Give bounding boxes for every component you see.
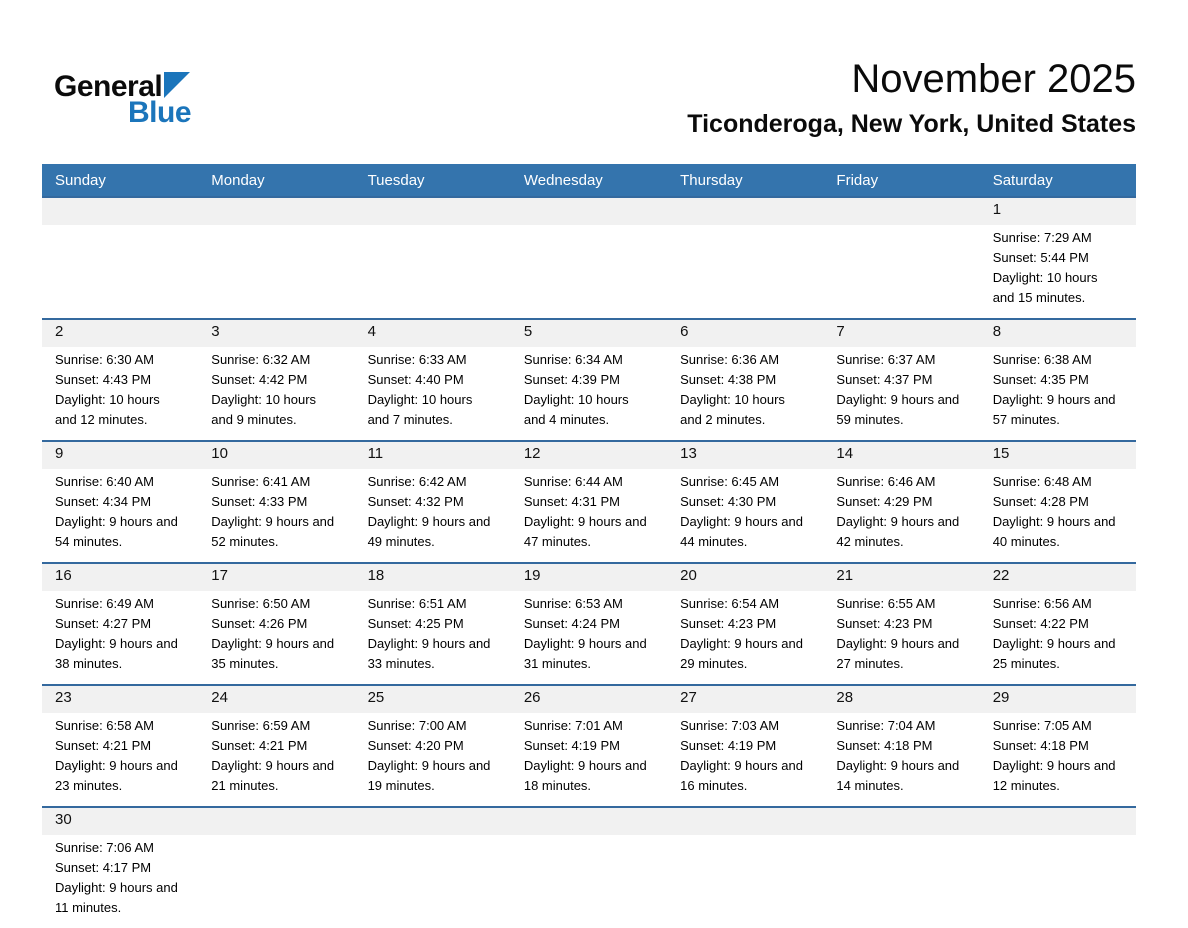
- week-row: [42, 441, 1136, 563]
- day-sunrise: Sunrise: 7:04 AM: [836, 718, 936, 733]
- day-daylight: Daylight: 9 hours and 42 minutes.: [836, 514, 960, 549]
- day-cell: [511, 563, 667, 685]
- day-sunrise: Sunrise: 6:50 AM: [211, 596, 311, 611]
- day-cell: [667, 685, 823, 807]
- day-info: [823, 591, 979, 684]
- day-info: [42, 713, 198, 806]
- week-row: [42, 197, 1136, 319]
- day-info: [355, 591, 511, 684]
- day-daylight: Daylight: 9 hours and 33 minutes.: [367, 636, 491, 671]
- day-info: [823, 835, 979, 924]
- day-number: [355, 198, 511, 225]
- day-info: [355, 713, 511, 806]
- day-sunset: Sunset: 4:26 PM: [211, 616, 308, 631]
- day-sunrise: Sunrise: 6:30 AM: [55, 352, 154, 367]
- day-cell: [980, 197, 1136, 319]
- logo-text-general: General: [54, 70, 163, 103]
- day-daylight: Daylight: 9 hours and 14 minutes.: [836, 758, 960, 793]
- empty-day-cell: [198, 197, 354, 319]
- day-cell: [511, 441, 667, 563]
- day-sunset: Sunset: 4:21 PM: [55, 738, 152, 753]
- day-daylight: Daylight: 9 hours and 47 minutes.: [523, 514, 647, 549]
- day-number: [511, 198, 667, 225]
- page-subtitle: Ticonderoga, New York, United States: [687, 110, 1136, 138]
- weekday-header: Sunday: [42, 164, 198, 197]
- empty-day-cell: [823, 807, 979, 928]
- day-cell: [355, 563, 511, 685]
- day-sunset: Sunset: 4:32 PM: [367, 494, 464, 509]
- day-info: [511, 469, 667, 562]
- weekday-header: Monday: [198, 164, 354, 197]
- day-cell: [42, 319, 198, 441]
- day-daylight: Daylight: 10 hours and 4 minutes.: [523, 392, 629, 427]
- day-daylight: Daylight: 10 hours and 2 minutes.: [680, 392, 785, 427]
- empty-day-cell: [980, 807, 1136, 928]
- week-row: [42, 807, 1136, 928]
- logo-text-blue: Blue: [128, 96, 192, 129]
- day-number: 19: [511, 564, 667, 591]
- day-cell: [198, 441, 354, 563]
- day-cell: [980, 685, 1136, 807]
- weekday-header: Wednesday: [511, 164, 667, 197]
- day-daylight: Daylight: 10 hours and 15 minutes.: [992, 270, 1098, 305]
- day-sunrise: Sunrise: 6:45 AM: [680, 474, 780, 489]
- day-cell: [980, 319, 1136, 441]
- day-number: 4: [355, 320, 511, 347]
- day-daylight: Daylight: 9 hours and 29 minutes.: [680, 636, 803, 671]
- day-info: [980, 591, 1136, 684]
- day-info: [42, 591, 198, 684]
- day-info: [198, 713, 354, 806]
- day-cell: [511, 319, 667, 441]
- day-number: [823, 198, 979, 225]
- day-sunset: Sunset: 4:39 PM: [523, 372, 620, 387]
- day-sunset: Sunset: 4:38 PM: [680, 372, 777, 387]
- day-sunset: Sunset: 4:19 PM: [680, 738, 777, 753]
- day-cell: [42, 807, 198, 928]
- day-sunrise: Sunrise: 6:40 AM: [55, 474, 154, 489]
- day-number: 15: [980, 442, 1136, 469]
- weekday-header: Saturday: [980, 164, 1136, 197]
- day-sunrise: Sunrise: 6:34 AM: [523, 352, 623, 367]
- day-number: 26: [511, 686, 667, 713]
- day-info: [511, 591, 667, 684]
- day-info: [42, 835, 198, 928]
- empty-day-cell: [511, 197, 667, 319]
- day-number: 20: [667, 564, 823, 591]
- day-number: 18: [355, 564, 511, 591]
- day-sunrise: Sunrise: 7:03 AM: [680, 718, 780, 733]
- day-daylight: Daylight: 9 hours and 19 minutes.: [367, 758, 491, 793]
- day-number: 14: [823, 442, 979, 469]
- day-cell: [42, 685, 198, 807]
- day-cell: [980, 441, 1136, 563]
- day-info: [823, 225, 979, 314]
- day-number: 23: [42, 686, 198, 713]
- day-info: [198, 469, 354, 562]
- day-sunset: Sunset: 4:34 PM: [55, 494, 152, 509]
- day-info: [667, 469, 823, 562]
- day-number: 8: [980, 320, 1136, 347]
- day-info: [355, 835, 511, 924]
- day-cell: [198, 563, 354, 685]
- day-daylight: Daylight: 10 hours and 9 minutes.: [211, 392, 317, 427]
- day-daylight: Daylight: 9 hours and 44 minutes.: [680, 514, 803, 549]
- day-daylight: Daylight: 9 hours and 35 minutes.: [211, 636, 335, 671]
- day-sunrise: Sunrise: 6:42 AM: [367, 474, 467, 489]
- empty-day-cell: [823, 197, 979, 319]
- day-number: [355, 808, 511, 835]
- day-info: [42, 347, 198, 440]
- day-sunset: Sunset: 4:33 PM: [211, 494, 308, 509]
- day-daylight: Daylight: 10 hours and 12 minutes.: [55, 392, 160, 427]
- day-number: 9: [42, 442, 198, 469]
- day-sunrise: Sunrise: 6:56 AM: [992, 596, 1092, 611]
- day-sunrise: Sunrise: 7:29 AM: [992, 230, 1092, 245]
- day-sunrise: Sunrise: 6:41 AM: [211, 474, 311, 489]
- day-sunset: Sunset: 4:42 PM: [211, 372, 308, 387]
- day-info: [980, 713, 1136, 806]
- day-info: [823, 469, 979, 562]
- title-block: [687, 56, 1136, 140]
- day-sunset: Sunset: 4:35 PM: [992, 372, 1089, 387]
- day-sunset: Sunset: 4:18 PM: [992, 738, 1089, 753]
- day-sunrise: Sunrise: 6:38 AM: [992, 352, 1092, 367]
- day-daylight: Daylight: 9 hours and 49 minutes.: [367, 514, 491, 549]
- day-info: [511, 225, 667, 314]
- day-cell: [198, 685, 354, 807]
- day-cell: [823, 563, 979, 685]
- day-info: [667, 835, 823, 924]
- calendar-table: [42, 164, 1136, 928]
- day-number: [198, 198, 354, 225]
- day-number: 27: [667, 686, 823, 713]
- day-sunrise: Sunrise: 6:54 AM: [680, 596, 780, 611]
- day-number: 2: [42, 320, 198, 347]
- day-sunset: Sunset: 4:40 PM: [367, 372, 464, 387]
- day-sunset: Sunset: 5:44 PM: [992, 250, 1089, 265]
- day-cell: [667, 563, 823, 685]
- day-sunrise: Sunrise: 6:48 AM: [992, 474, 1092, 489]
- week-row: [42, 685, 1136, 807]
- day-sunset: Sunset: 4:30 PM: [680, 494, 777, 509]
- day-sunset: Sunset: 4:17 PM: [55, 860, 152, 875]
- day-sunset: Sunset: 4:31 PM: [523, 494, 620, 509]
- general-blue-logo: [54, 72, 191, 127]
- day-sunset: Sunset: 4:20 PM: [367, 738, 464, 753]
- day-number: 29: [980, 686, 1136, 713]
- day-sunrise: Sunrise: 6:59 AM: [211, 718, 311, 733]
- day-sunset: Sunset: 4:22 PM: [992, 616, 1089, 631]
- day-daylight: Daylight: 9 hours and 18 minutes.: [523, 758, 647, 793]
- day-number: 16: [42, 564, 198, 591]
- day-info: [198, 225, 354, 314]
- weekday-header: Thursday: [667, 164, 823, 197]
- calendar-body: [42, 197, 1136, 928]
- day-cell: [980, 563, 1136, 685]
- day-number: 12: [511, 442, 667, 469]
- empty-day-cell: [42, 197, 198, 319]
- day-info: [667, 591, 823, 684]
- empty-day-cell: [198, 807, 354, 928]
- day-daylight: Daylight: 9 hours and 12 minutes.: [992, 758, 1116, 793]
- day-number: 24: [198, 686, 354, 713]
- day-daylight: Daylight: 9 hours and 16 minutes.: [680, 758, 803, 793]
- day-info: [198, 347, 354, 440]
- empty-day-cell: [667, 197, 823, 319]
- day-sunset: Sunset: 4:18 PM: [836, 738, 933, 753]
- day-sunset: Sunset: 4:27 PM: [55, 616, 152, 631]
- day-cell: [823, 441, 979, 563]
- day-number: [42, 198, 198, 225]
- day-sunrise: Sunrise: 6:55 AM: [836, 596, 936, 611]
- day-cell: [198, 319, 354, 441]
- day-daylight: Daylight: 9 hours and 40 minutes.: [992, 514, 1116, 549]
- day-cell: [667, 319, 823, 441]
- page-title: November 2025: [851, 57, 1136, 101]
- day-daylight: Daylight: 9 hours and 23 minutes.: [55, 758, 178, 793]
- day-number: 7: [823, 320, 979, 347]
- day-info: [511, 347, 667, 440]
- day-daylight: Daylight: 9 hours and 38 minutes.: [55, 636, 178, 671]
- day-info: [355, 225, 511, 314]
- day-sunset: Sunset: 4:25 PM: [367, 616, 464, 631]
- day-number: 22: [980, 564, 1136, 591]
- day-number: 3: [198, 320, 354, 347]
- day-info: [42, 469, 198, 562]
- day-number: 6: [667, 320, 823, 347]
- day-info: [511, 713, 667, 806]
- day-number: 30: [42, 808, 198, 835]
- day-sunset: Sunset: 4:43 PM: [55, 372, 152, 387]
- day-daylight: Daylight: 10 hours and 7 minutes.: [367, 392, 473, 427]
- day-sunset: Sunset: 4:19 PM: [523, 738, 620, 753]
- empty-day-cell: [355, 807, 511, 928]
- day-cell: [823, 319, 979, 441]
- day-sunrise: Sunrise: 6:51 AM: [367, 596, 467, 611]
- day-info: [823, 713, 979, 806]
- day-number: 21: [823, 564, 979, 591]
- week-row: [42, 563, 1136, 685]
- day-sunrise: Sunrise: 7:06 AM: [55, 840, 154, 855]
- day-cell: [42, 441, 198, 563]
- day-daylight: Daylight: 9 hours and 27 minutes.: [836, 636, 960, 671]
- day-cell: [823, 685, 979, 807]
- weekday-row: [42, 164, 1136, 197]
- day-number: [511, 808, 667, 835]
- day-sunset: Sunset: 4:29 PM: [836, 494, 933, 509]
- day-info: [355, 347, 511, 440]
- day-info: [198, 591, 354, 684]
- day-sunrise: Sunrise: 6:33 AM: [367, 352, 467, 367]
- page-header: [0, 0, 1188, 140]
- day-number: 10: [198, 442, 354, 469]
- day-daylight: Daylight: 9 hours and 21 minutes.: [211, 758, 335, 793]
- day-info: [667, 225, 823, 314]
- day-info: [980, 835, 1136, 924]
- day-daylight: Daylight: 9 hours and 59 minutes.: [836, 392, 960, 427]
- day-cell: [355, 319, 511, 441]
- day-number: 5: [511, 320, 667, 347]
- day-number: 28: [823, 686, 979, 713]
- day-sunset: Sunset: 4:37 PM: [836, 372, 933, 387]
- day-sunrise: Sunrise: 7:00 AM: [367, 718, 467, 733]
- day-sunrise: Sunrise: 6:37 AM: [836, 352, 936, 367]
- day-daylight: Daylight: 9 hours and 25 minutes.: [992, 636, 1116, 671]
- day-info: [667, 347, 823, 440]
- empty-day-cell: [355, 197, 511, 319]
- day-number: [980, 808, 1136, 835]
- day-info: [511, 835, 667, 924]
- week-row: [42, 319, 1136, 441]
- day-info: [42, 225, 198, 314]
- day-daylight: Daylight: 9 hours and 57 minutes.: [992, 392, 1116, 427]
- day-sunset: Sunset: 4:24 PM: [523, 616, 620, 631]
- day-cell: [355, 441, 511, 563]
- day-sunrise: Sunrise: 6:32 AM: [211, 352, 311, 367]
- day-number: [198, 808, 354, 835]
- day-cell: [42, 563, 198, 685]
- day-number: [823, 808, 979, 835]
- day-info: [980, 225, 1136, 318]
- day-sunrise: Sunrise: 6:53 AM: [523, 596, 623, 611]
- day-sunrise: Sunrise: 6:46 AM: [836, 474, 936, 489]
- day-cell: [355, 685, 511, 807]
- day-sunrise: Sunrise: 6:36 AM: [680, 352, 780, 367]
- day-number: 17: [198, 564, 354, 591]
- day-cell: [667, 441, 823, 563]
- day-daylight: Daylight: 9 hours and 11 minutes.: [55, 880, 178, 915]
- calendar-head: [42, 164, 1136, 197]
- day-sunrise: Sunrise: 6:44 AM: [523, 474, 623, 489]
- logo-triangle-icon: [164, 72, 190, 98]
- empty-day-cell: [667, 807, 823, 928]
- day-sunrise: Sunrise: 7:05 AM: [992, 718, 1092, 733]
- day-number: [667, 808, 823, 835]
- day-info: [355, 469, 511, 562]
- day-info: [667, 713, 823, 806]
- day-sunrise: Sunrise: 6:58 AM: [55, 718, 154, 733]
- day-number: 11: [355, 442, 511, 469]
- day-info: [198, 835, 354, 924]
- day-sunset: Sunset: 4:23 PM: [680, 616, 777, 631]
- day-info: [823, 347, 979, 440]
- day-sunset: Sunset: 4:28 PM: [992, 494, 1089, 509]
- day-sunset: Sunset: 4:23 PM: [836, 616, 933, 631]
- day-daylight: Daylight: 9 hours and 54 minutes.: [55, 514, 178, 549]
- day-number: 25: [355, 686, 511, 713]
- weekday-header: Tuesday: [355, 164, 511, 197]
- day-sunrise: Sunrise: 6:49 AM: [55, 596, 154, 611]
- day-cell: [511, 685, 667, 807]
- day-daylight: Daylight: 9 hours and 52 minutes.: [211, 514, 335, 549]
- day-daylight: Daylight: 9 hours and 31 minutes.: [523, 636, 647, 671]
- day-sunset: Sunset: 4:21 PM: [211, 738, 308, 753]
- weekday-header: Friday: [823, 164, 979, 197]
- day-sunrise: Sunrise: 7:01 AM: [523, 718, 623, 733]
- empty-day-cell: [511, 807, 667, 928]
- day-number: [667, 198, 823, 225]
- day-number: 13: [667, 442, 823, 469]
- day-number: 1: [980, 198, 1136, 225]
- day-info: [980, 347, 1136, 440]
- day-info: [980, 469, 1136, 562]
